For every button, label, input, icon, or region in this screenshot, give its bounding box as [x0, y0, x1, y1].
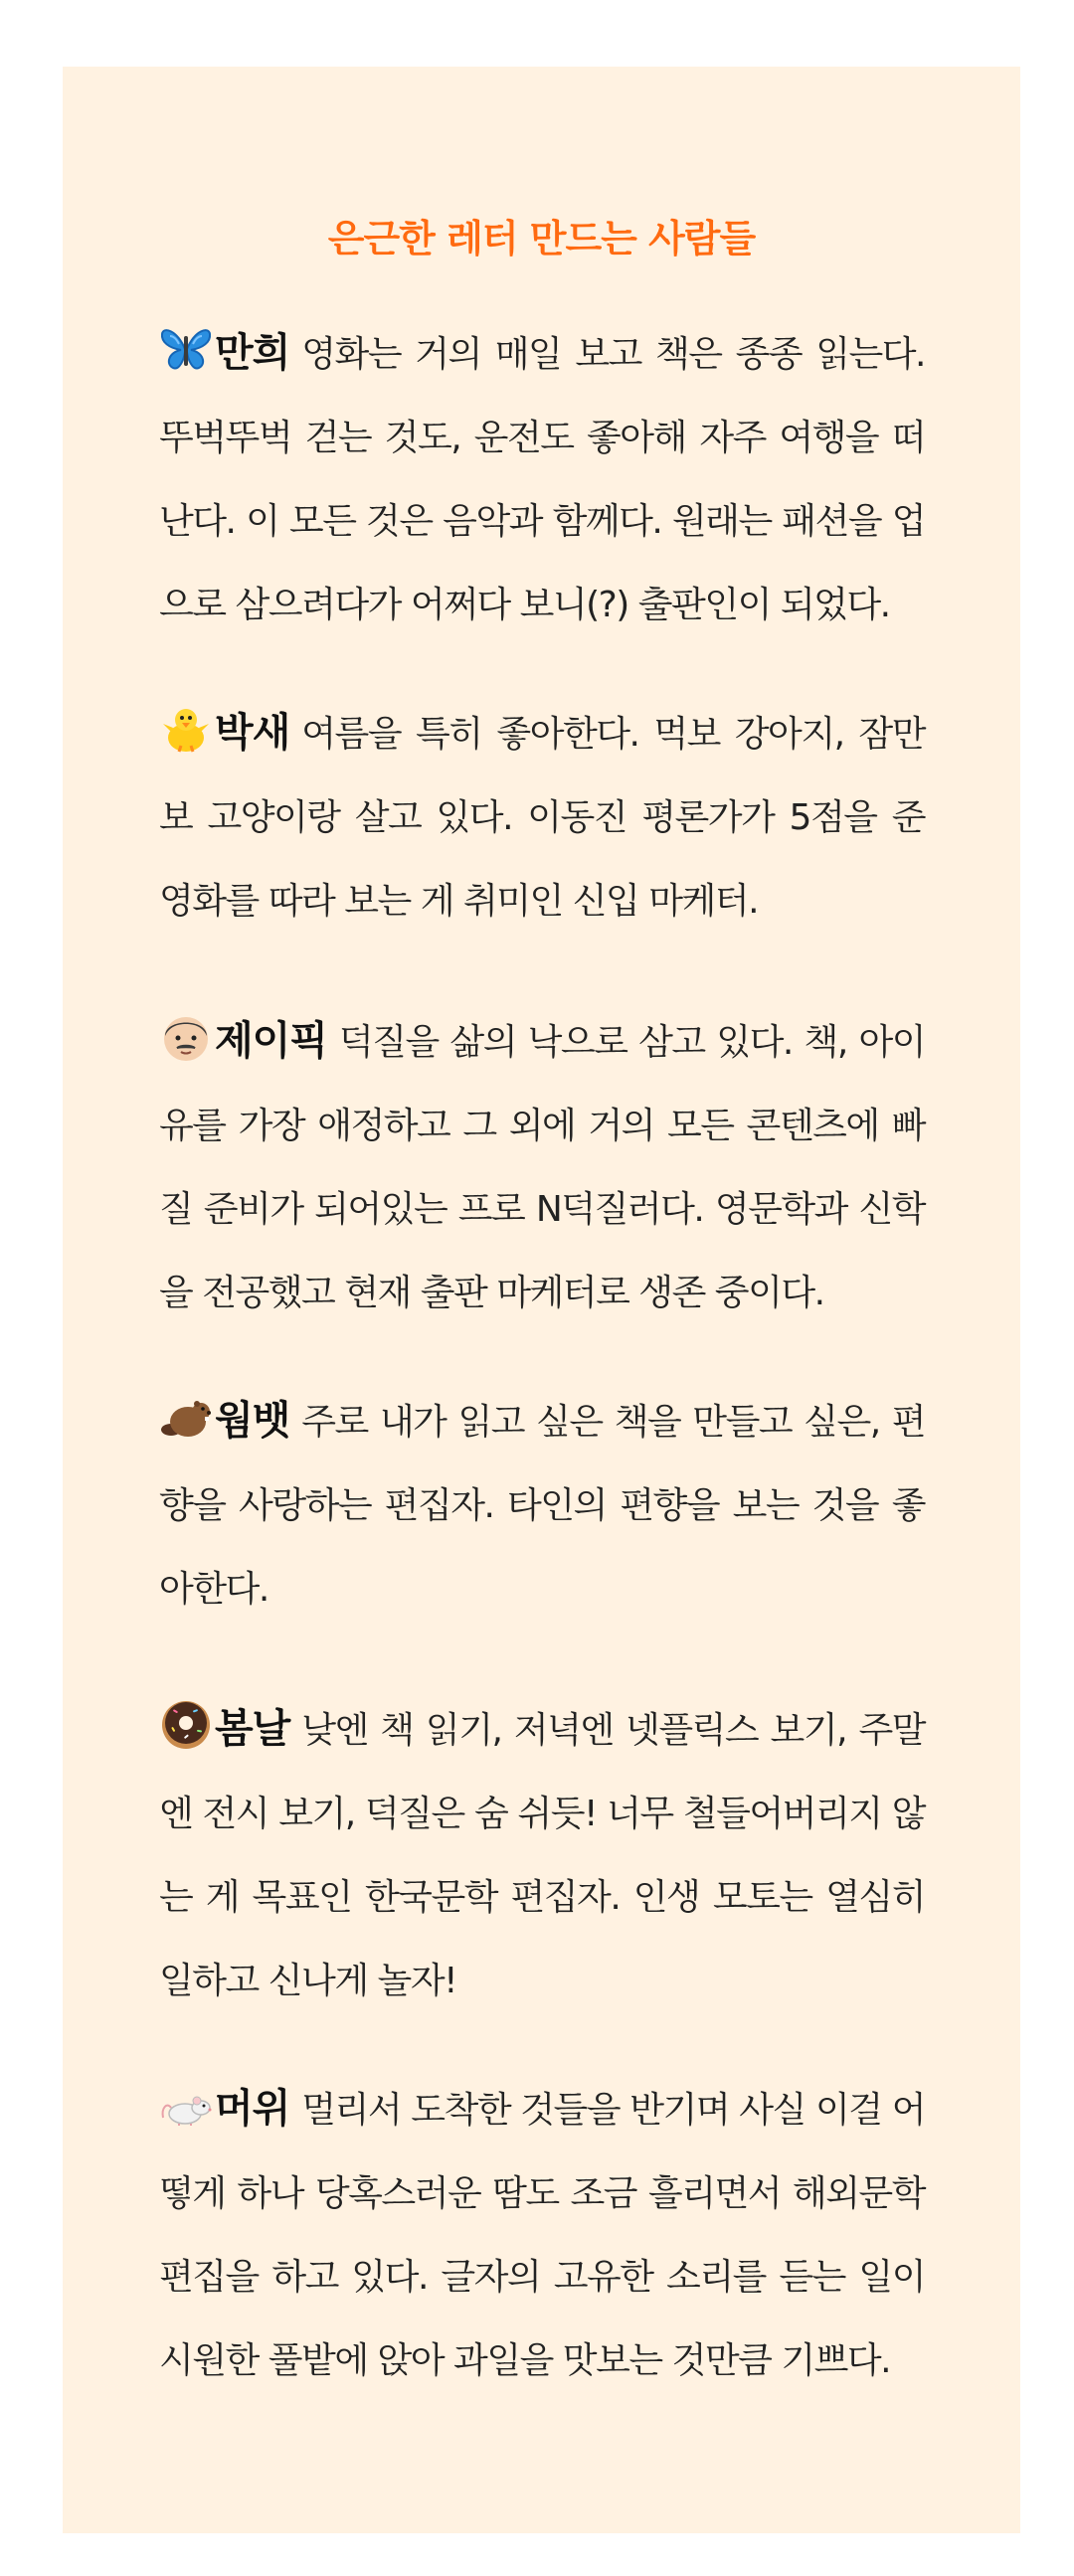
profile-bio: 멀리서 도착한 것들을 반기며 사실 이걸 어떻게 하나 당혹스러운 땀도 조금 흘리면서 해외문학 편집을 하고 있다. 글자의 고유한 소리를 듣는 일이 시원한 풀밭에 앉아 과일을 맛보는 것만큼 기쁘다.: [159, 2090, 925, 2381]
profile-bio: 낮엔 책 읽기, 저녁엔 넷플릭스 보기, 주말엔 전시 보기, 덕질은 숨 쉬듯! 너무 철들어버리지 않는 게 목표인 한국문학 편집자. 인생 모토는 열심히 일하고 신나게 놀자!: [159, 1710, 925, 2001]
profile-baksae: [159, 691, 925, 944]
profile-meowi: [159, 2067, 925, 2403]
rat-icon: [159, 2078, 213, 2132]
beaver-icon: [159, 1390, 213, 1444]
man-face-icon: [159, 1010, 213, 1064]
profile-bio: 영화는 거의 매일 보고 책은 종종 읽는다. 뚜벅뚜벅 걷는 것도, 운전도 좋아해 자주 여행을 떠난다. 이 모든 것은 음악과 함께다. 원래는 패션을 업으로 삼으려다가 어쩌다 보니(?) 출판인이 되었다.: [159, 334, 925, 625]
profile-name: 머위: [215, 2086, 290, 2132]
profile-name: 웜뱃: [215, 1398, 290, 1444]
letter-card: [63, 67, 1020, 2533]
profile-name: 박새: [215, 710, 290, 756]
profile-name: 만희: [215, 330, 290, 376]
butterfly-icon: [159, 322, 213, 376]
profile-name: 제이픽: [215, 1018, 327, 1064]
profile-bio: 주로 내가 읽고 싶은 책을 만들고 싶은, 편향을 사랑하는 편집자. 타인의 편향을 보는 것을 좋아한다.: [159, 1402, 925, 1610]
profile-bio: 여름을 특히 좋아한다. 먹보 강아지, 잠만보 고양이랑 살고 있다. 이동진 평론가가 5점을 준 영화를 따라 보는 게 취미인 신입 마케터.: [159, 714, 925, 922]
profile-jpick: [159, 999, 925, 1335]
profile-manhee: [159, 311, 925, 647]
profile-wombat: [159, 1379, 925, 1631]
profile-name: 봄날: [215, 1706, 290, 1752]
profile-bomnal: [159, 1687, 925, 2023]
page-title: 은근한 레터 만드는 사람들: [327, 217, 756, 260]
chick-icon: [159, 702, 213, 756]
profile-bio: 덕질을 삶의 낙으로 삼고 있다. 책, 아이유를 가장 애정하고 그 외에 거의 모든 콘텐츠에 빠질 준비가 되어있는 프로 N덕질러다. 영문학과 신학을 전공했고 현재 출판 마케터로 생존 중이다.: [159, 1022, 925, 1313]
donut-icon: [159, 1698, 213, 1752]
